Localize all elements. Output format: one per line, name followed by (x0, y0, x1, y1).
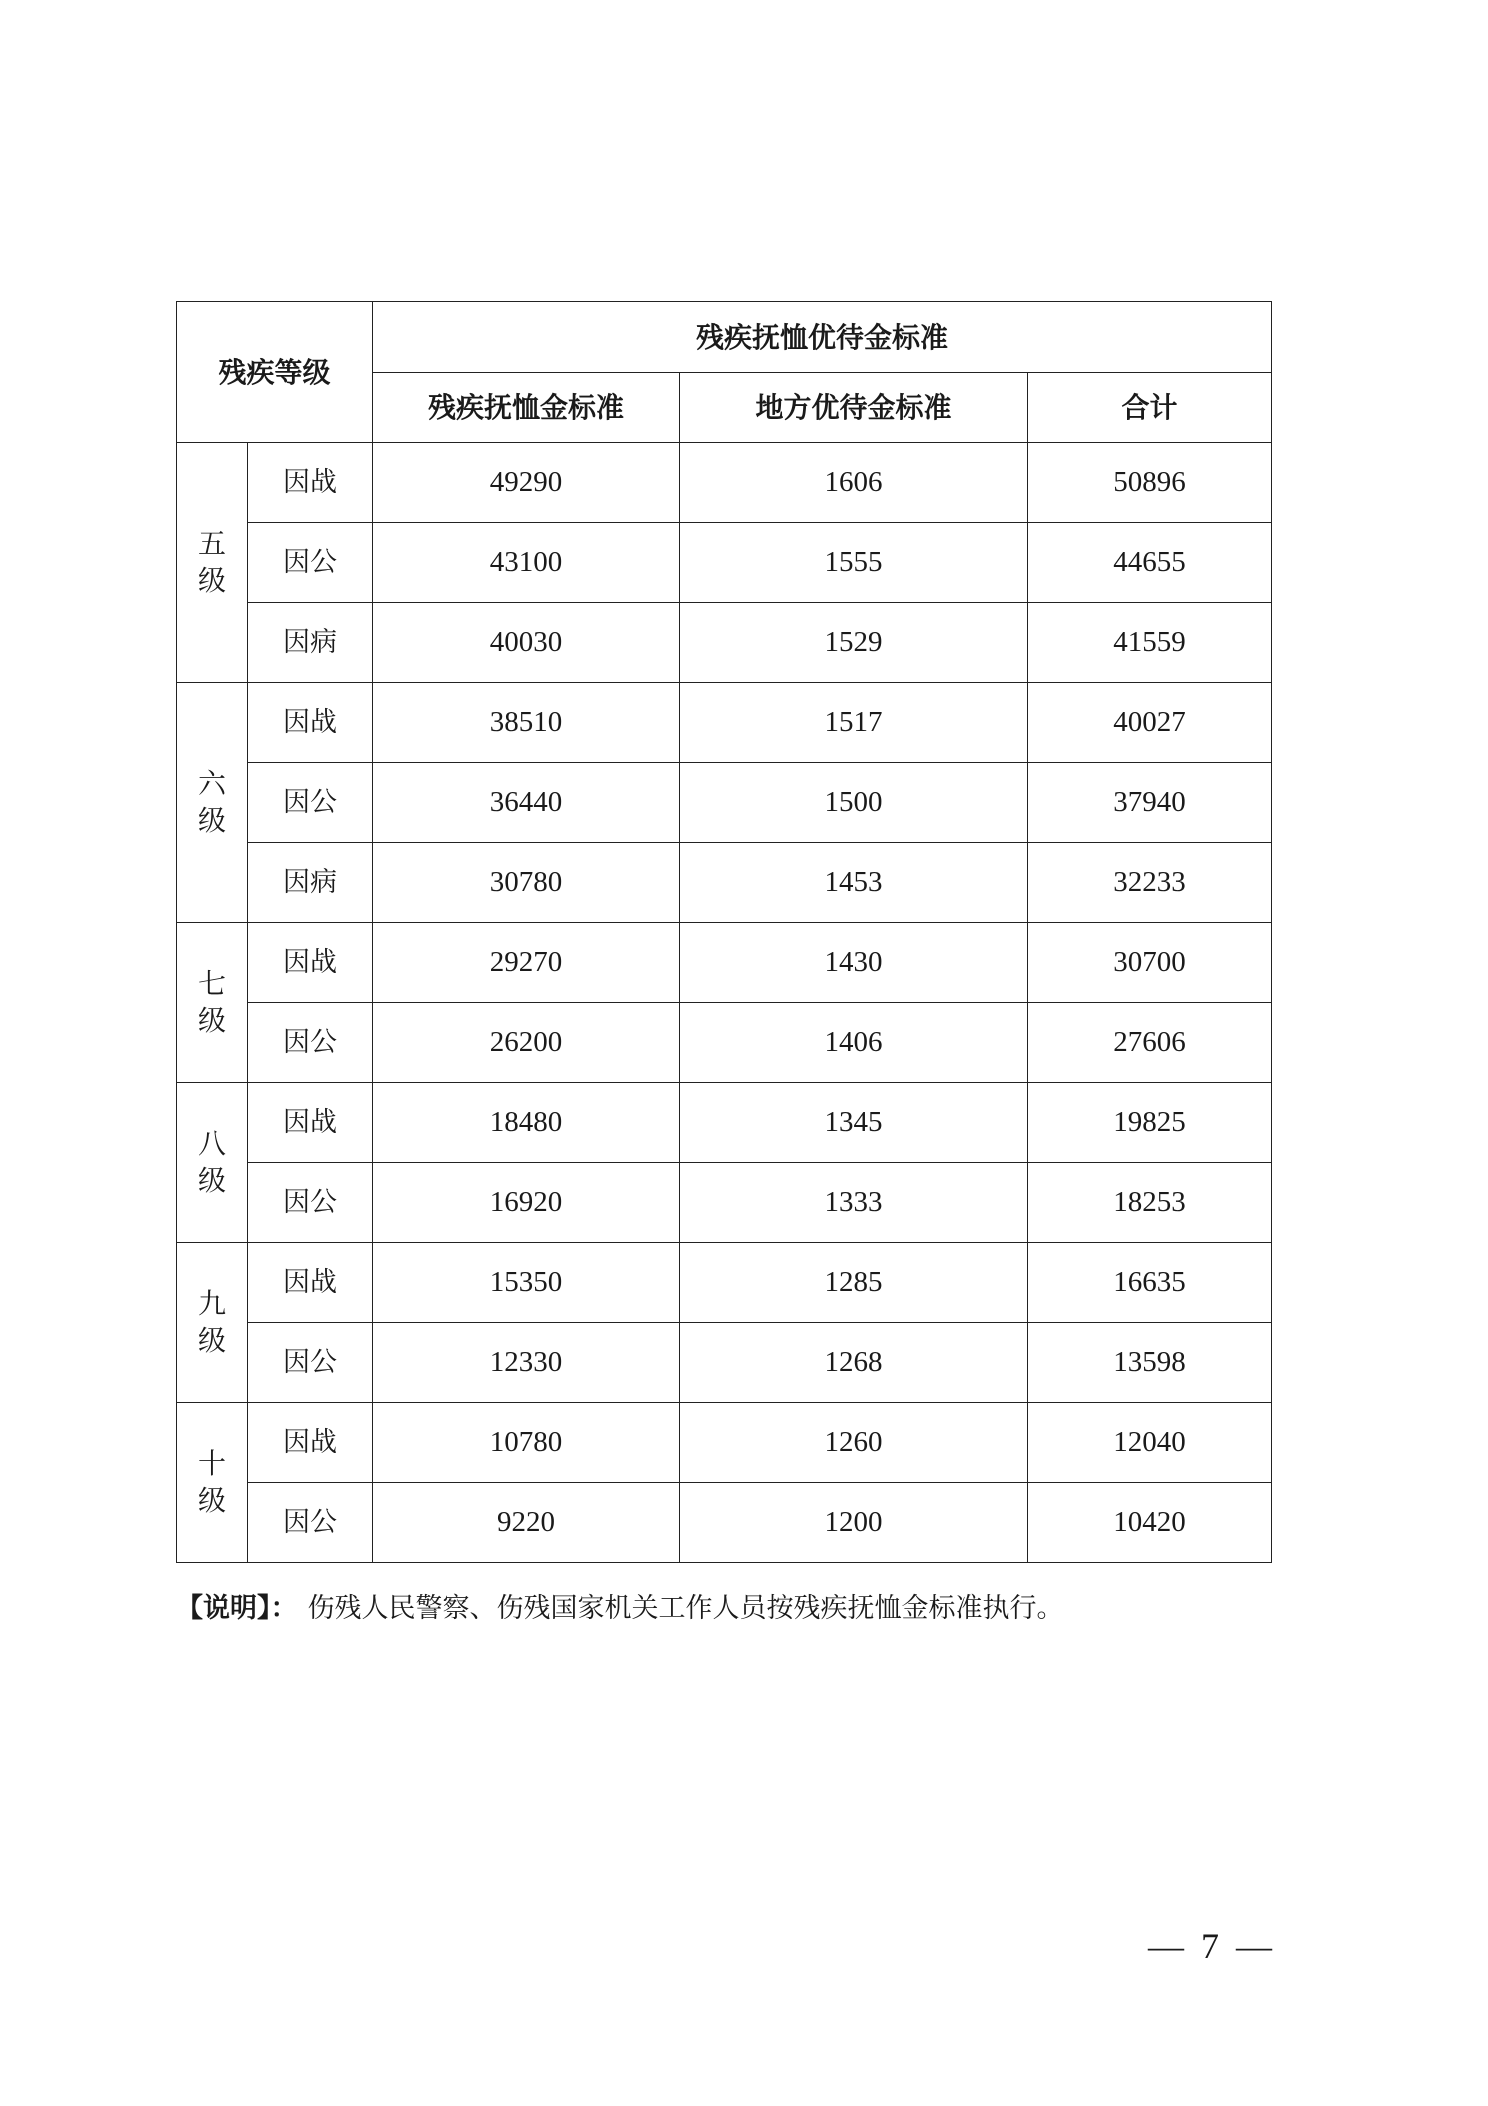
grade-char: 十 (197, 1447, 226, 1481)
local-allowance-cell: 1333 (680, 1163, 1028, 1243)
grade-char: 级 (197, 803, 226, 837)
grade-char: 六 (197, 767, 226, 801)
table-row (177, 1483, 1272, 1563)
total-cell: 27606 (1028, 1003, 1272, 1083)
grade-cell (177, 683, 248, 923)
table-row (177, 523, 1272, 603)
total-cell: 37940 (1028, 763, 1272, 843)
table-body (177, 302, 1272, 1563)
local-allowance-cell: 1268 (680, 1323, 1028, 1403)
grade-char: 级 (197, 1483, 226, 1517)
note-label: 【说明】 (176, 1593, 271, 1624)
grade-header: 残疾等级 (177, 302, 373, 443)
disability-standards-table (176, 301, 1272, 1563)
total-cell: 30700 (1028, 923, 1272, 1003)
cause-cell: 因病 (248, 603, 373, 683)
grade-char: 级 (197, 1163, 226, 1197)
pension-cell: 30780 (373, 843, 680, 923)
pension-cell: 43100 (373, 523, 680, 603)
local-allowance-cell: 1500 (680, 763, 1028, 843)
total-cell: 13598 (1028, 1323, 1272, 1403)
table-row (177, 443, 1272, 523)
grade-char: 九 (197, 1287, 226, 1321)
pension-cell: 12330 (373, 1323, 680, 1403)
standard-group-header: 残疾抚恤优待金标准 (373, 302, 1272, 373)
total-cell: 44655 (1028, 523, 1272, 603)
grade-cell (177, 443, 248, 683)
table-row (177, 1003, 1272, 1083)
note-colon: ： (270, 1593, 298, 1624)
pension-cell: 10780 (373, 1403, 680, 1483)
pension-cell: 15350 (373, 1243, 680, 1323)
pension-cell: 29270 (373, 923, 680, 1003)
local-allowance-cell: 1345 (680, 1083, 1028, 1163)
grade-cell (177, 1083, 248, 1243)
grade-char: 级 (197, 563, 226, 597)
local-allowance-cell: 1430 (680, 923, 1028, 1003)
cause-cell: 因公 (248, 1323, 373, 1403)
total-cell: 18253 (1028, 1163, 1272, 1243)
local-allowance-cell: 1200 (680, 1483, 1028, 1563)
table-row (177, 1403, 1272, 1483)
local-allowance-cell: 1406 (680, 1003, 1028, 1083)
local-allowance-cell: 1606 (680, 443, 1028, 523)
local-allowance-cell: 1555 (680, 523, 1028, 603)
cause-cell: 因公 (248, 523, 373, 603)
column-header-pension: 残疾抚恤金标准 (373, 373, 680, 443)
cause-cell: 因公 (248, 1163, 373, 1243)
cause-cell: 因战 (248, 1243, 373, 1323)
note-text: 伤残人民警察、伤残国家机关工作人员按残疾抚恤金标准执行。 (307, 1593, 1064, 1624)
cause-cell: 因病 (248, 843, 373, 923)
table-row (177, 843, 1272, 923)
cause-cell: 因战 (248, 1403, 373, 1483)
pension-cell: 40030 (373, 603, 680, 683)
grade-cell (177, 1243, 248, 1403)
table-row (177, 923, 1272, 1003)
column-header-total: 合计 (1028, 373, 1272, 443)
local-allowance-cell: 1453 (680, 843, 1028, 923)
table-row (177, 683, 1272, 763)
total-cell: 19825 (1028, 1083, 1272, 1163)
cause-cell: 因战 (248, 443, 373, 523)
total-cell: 40027 (1028, 683, 1272, 763)
total-cell: 41559 (1028, 603, 1272, 683)
table-row (177, 763, 1272, 843)
grade-cell (177, 923, 248, 1083)
page-number: — 7 — (1148, 1926, 1276, 1966)
total-cell: 16635 (1028, 1243, 1272, 1323)
grade-char: 七 (197, 967, 226, 1001)
pension-cell: 38510 (373, 683, 680, 763)
total-cell: 50896 (1028, 443, 1272, 523)
cause-cell: 因战 (248, 923, 373, 1003)
local-allowance-cell: 1529 (680, 603, 1028, 683)
table-row (177, 603, 1272, 683)
total-cell: 10420 (1028, 1483, 1272, 1563)
local-allowance-cell: 1517 (680, 683, 1028, 763)
table-row (177, 1323, 1272, 1403)
cause-cell: 因战 (248, 683, 373, 763)
cause-cell: 因公 (248, 1003, 373, 1083)
total-cell: 12040 (1028, 1403, 1272, 1483)
grade-char: 级 (197, 1003, 226, 1037)
grade-char: 级 (197, 1323, 226, 1357)
pension-cell: 9220 (373, 1483, 680, 1563)
cause-cell: 因战 (248, 1083, 373, 1163)
pension-cell: 18480 (373, 1083, 680, 1163)
grade-char: 五 (197, 527, 226, 561)
pension-cell: 16920 (373, 1163, 680, 1243)
table-row (177, 1243, 1272, 1323)
pension-cell: 26200 (373, 1003, 680, 1083)
table-row (177, 1163, 1272, 1243)
local-allowance-cell: 1260 (680, 1403, 1028, 1483)
total-cell: 32233 (1028, 843, 1272, 923)
grade-char: 八 (197, 1127, 226, 1161)
cause-cell: 因公 (248, 763, 373, 843)
local-allowance-cell: 1285 (680, 1243, 1028, 1323)
explanatory-note (176, 1586, 1064, 1625)
cause-cell: 因公 (248, 1483, 373, 1563)
header-row-1 (177, 302, 1272, 373)
pension-cell: 36440 (373, 763, 680, 843)
column-header-local-allowance: 地方优待金标准 (680, 373, 1028, 443)
grade-cell (177, 1403, 248, 1563)
pension-cell: 49290 (373, 443, 680, 523)
table-row (177, 1083, 1272, 1163)
